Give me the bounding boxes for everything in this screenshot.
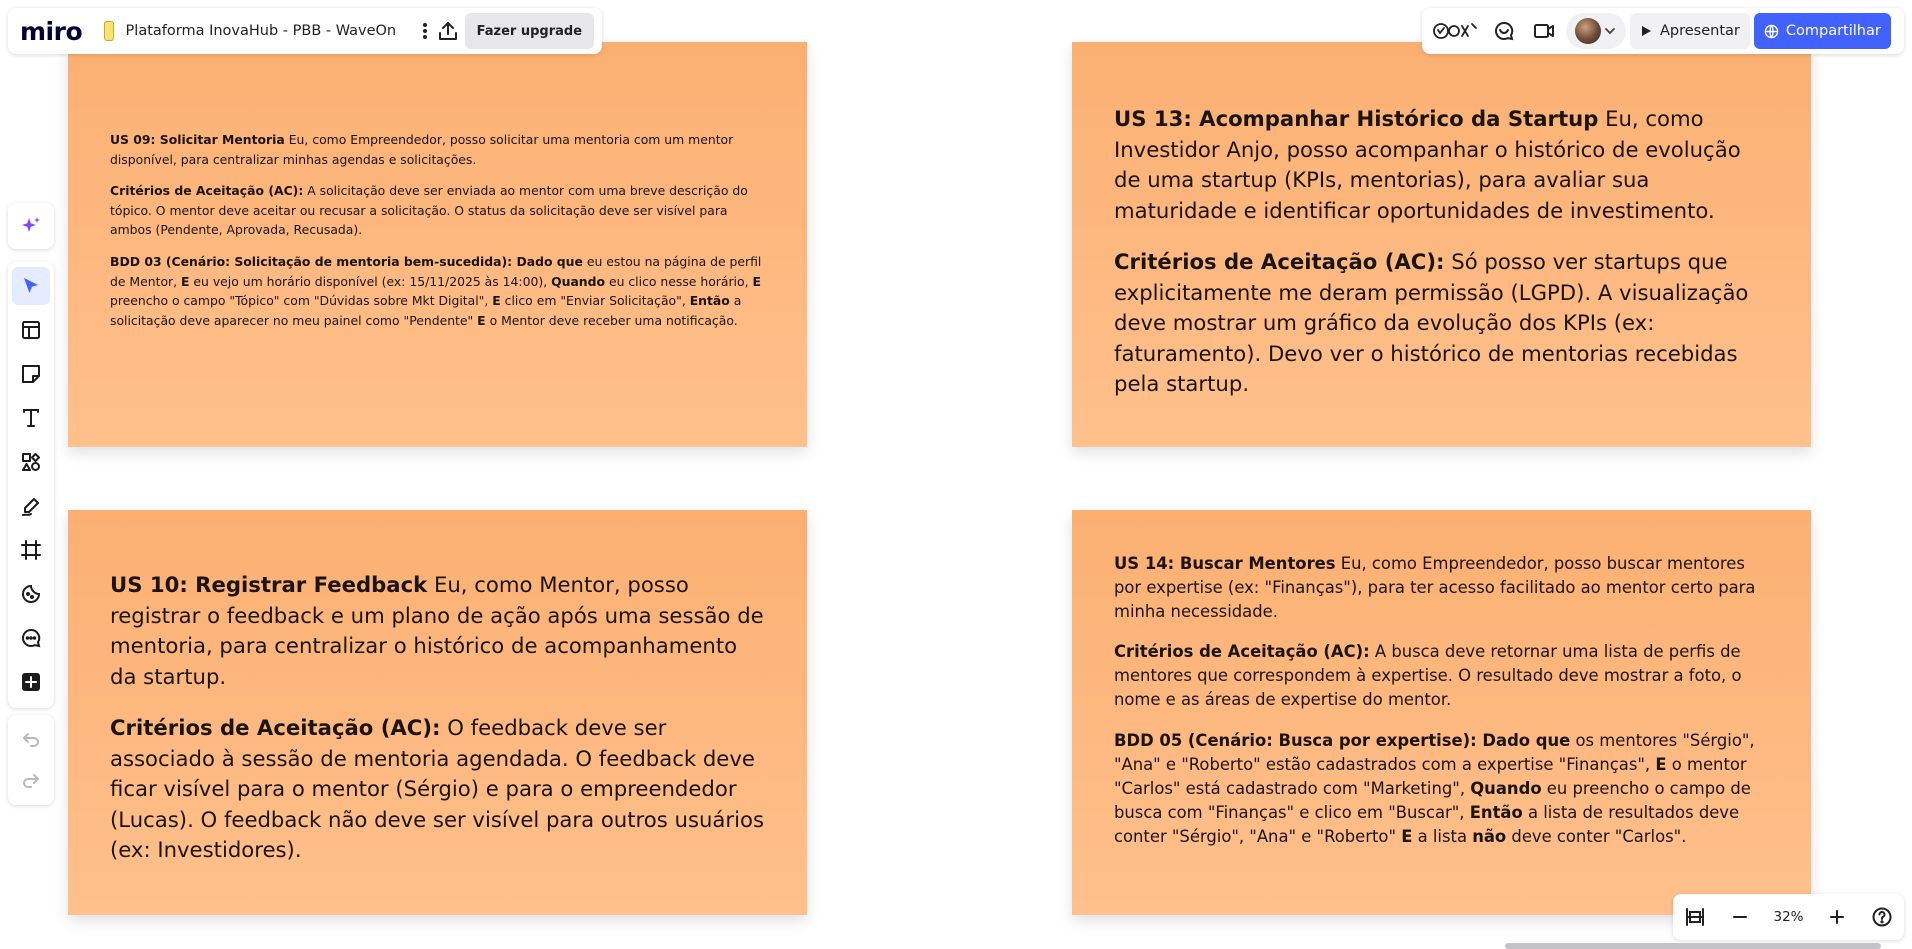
- board-title[interactable]: Plataforma InovaHub - PBB - WaveOn: [125, 23, 397, 39]
- us14-acceptance-criteria: Critérios de Aceitação (AC): A busca deve retornar uma lista de perfis de mentores que correspondem à expertise. O resultado deve mostrar a foto, o nome e as áreas de expertise do mentor.: [1114, 642, 1742, 710]
- undo-icon: [20, 729, 42, 751]
- frame-tool[interactable]: [12, 531, 50, 569]
- plus-icon: [1827, 907, 1847, 927]
- collaboration-bar: [1422, 8, 1904, 54]
- video-camera-icon: [1533, 20, 1555, 42]
- share-button[interactable]: Compartilhar: [1754, 13, 1891, 49]
- upgrade-button[interactable]: Fazer upgrade: [465, 13, 594, 49]
- select-tool[interactable]: [12, 267, 50, 305]
- horizontal-scrollbar[interactable]: [1505, 943, 1881, 949]
- us09-bdd: BDD 03 (Cenário: Solicitação de mentoria bem-sucedida): Dado que eu estou na página de perfil de Mentor, E eu vejo um horário disponível (ex: 15/11/2025 às 14:00), Quando eu clico nesse horário, E preencho o campo "Tópico" com "Dúvidas sobre Mkt Digital", E clico em "Enviar Solicitação", Então a solicitação deve aparecer no meu painel como "Pendente" E o Mentor deve receber uma notificação.: [110, 254, 762, 328]
- frame-icon: [20, 539, 42, 561]
- zoom-controls: [1673, 894, 1904, 940]
- avatar: [1575, 18, 1601, 44]
- us14-bdd: BDD 05 (Cenário: Busca por expertise): Dado que os mentores "Sérgio", "Ana" e "Roberto" estão cadastrados com a expertise "Finanças", E o mentor "Carlos" está cadastrado com "Marketing", Quando eu preencho o campo de busca com "Finanças" e clico em "Buscar", Então a lista de resultados deve conter "Sérgio", "Ana" e "Roberto" E a lista não deve conter "Carlos".: [1114, 730, 1755, 846]
- undo-button[interactable]: [12, 722, 50, 757]
- text-icon: [20, 407, 42, 429]
- sticky-note-us14[interactable]: [1072, 510, 1811, 915]
- pen-icon: [20, 495, 42, 517]
- shapes-icon: [20, 451, 42, 473]
- zoom-out-button[interactable]: [1722, 899, 1758, 935]
- sticky-note-us10[interactable]: [68, 510, 807, 915]
- kebab-menu-icon: [415, 21, 435, 41]
- zoom-level[interactable]: 32%: [1773, 909, 1804, 925]
- more-apps-tool[interactable]: [12, 663, 50, 701]
- chevron-down-icon: [1603, 24, 1617, 38]
- comment-icon: [20, 627, 42, 649]
- help-icon: [1871, 906, 1893, 928]
- templates-tool[interactable]: [12, 311, 50, 349]
- upload-icon: [437, 20, 459, 42]
- us10-acceptance-criteria: Critérios de Aceitação (AC): O feedback deve ser associado à sessão de mentoria agendada. O feedback deve ficar visível para o mentor (Sérgio) e para o empreendedor (Lucas). O feedback não deve ser visível para outros usuários (ex: Investidores).: [110, 715, 764, 863]
- reactions-button[interactable]: [1428, 13, 1482, 49]
- shapes-tool[interactable]: [12, 443, 50, 481]
- user-menu-button[interactable]: [1566, 13, 1626, 49]
- us13-acceptance-criteria: Critérios de Aceitação (AC): Só posso ver startups que explicitamente me deram permissão (LGPD). A visualização deve mostrar um gráfico da evolução dos KPIs (ex: faturamento). Devo ver o histórico de mentorias recebidas pela startup.: [1114, 249, 1749, 397]
- templates-icon: [20, 319, 42, 341]
- sparkle-icon: [20, 215, 42, 237]
- us09-story: US 09: Solicitar Mentoria Eu, como Empreendedor, posso solicitar uma mentoria com um mentor disponível, para centralizar minhas agendas e solicitações.: [110, 132, 734, 167]
- miro-logo[interactable]: miro: [20, 16, 83, 46]
- sticky-note-tool[interactable]: [12, 355, 50, 393]
- ai-assist-button[interactable]: [12, 207, 50, 245]
- play-icon: [1640, 25, 1652, 37]
- export-button[interactable]: [436, 13, 458, 49]
- redo-button[interactable]: [12, 763, 50, 798]
- zoom-in-button[interactable]: [1819, 899, 1855, 935]
- cursor-icon: [21, 276, 41, 296]
- us10-story: US 10: Registrar Feedback Eu, como Mentor, posso registrar o feedback e um plano de ação após uma sessão de mentoria, para centralizar o histórico de acompanhamento da startup.: [110, 572, 764, 689]
- chat-button[interactable]: [1486, 13, 1522, 49]
- present-button[interactable]: Apresentar: [1630, 13, 1750, 49]
- video-call-button[interactable]: [1526, 13, 1562, 49]
- fit-to-screen-button[interactable]: [1677, 899, 1713, 935]
- fit-screen-icon: [1684, 906, 1706, 928]
- board-header: [8, 8, 602, 54]
- plus-square-icon: [20, 671, 42, 693]
- ai-toolbar: [8, 203, 54, 249]
- us13-story: US 13: Acompanhar Histórico da Startup Eu, como Investidor Anjo, posso acompanhar o histórico de evolução de uma startup (KPIs, mentorias), para avaliar sua maturidade e identificar oportunidades de investimento.: [1114, 106, 1741, 223]
- creation-toolbar: [8, 262, 54, 708]
- sticky-note-icon: [20, 363, 42, 385]
- pen-tool[interactable]: [12, 487, 50, 525]
- more-options-button[interactable]: [414, 13, 436, 49]
- redo-icon: [20, 770, 42, 792]
- reactions-icon: [1432, 20, 1478, 42]
- minus-icon: [1730, 907, 1750, 927]
- chat-icon: [1493, 20, 1515, 42]
- board-icon: [104, 21, 113, 41]
- globe-icon: [1764, 24, 1779, 39]
- help-button[interactable]: [1864, 899, 1900, 935]
- sticker-icon: [20, 583, 42, 605]
- sticky-note-us13[interactable]: [1072, 42, 1811, 447]
- stickers-tool[interactable]: [12, 575, 50, 613]
- us14-story: US 14: Buscar Mentores Eu, como Empreendedor, posso buscar mentores por expertise (ex: "Finanças"), para ter acesso facilitado ao mentor certo para minha necessidade.: [1114, 554, 1756, 621]
- comment-tool[interactable]: [12, 619, 50, 657]
- text-tool[interactable]: [12, 399, 50, 437]
- history-toolbar: [8, 715, 54, 805]
- sticky-note-us09[interactable]: [68, 42, 807, 447]
- us09-acceptance-criteria: Critérios de Aceitação (AC): A solicitação deve ser enviada ao mentor com uma breve descrição do tópico. O mentor deve aceitar ou recusar a solicitação. O status da solicitação deve ser visível para ambos (Pendente, Aprovada, Recusada).: [110, 183, 748, 238]
